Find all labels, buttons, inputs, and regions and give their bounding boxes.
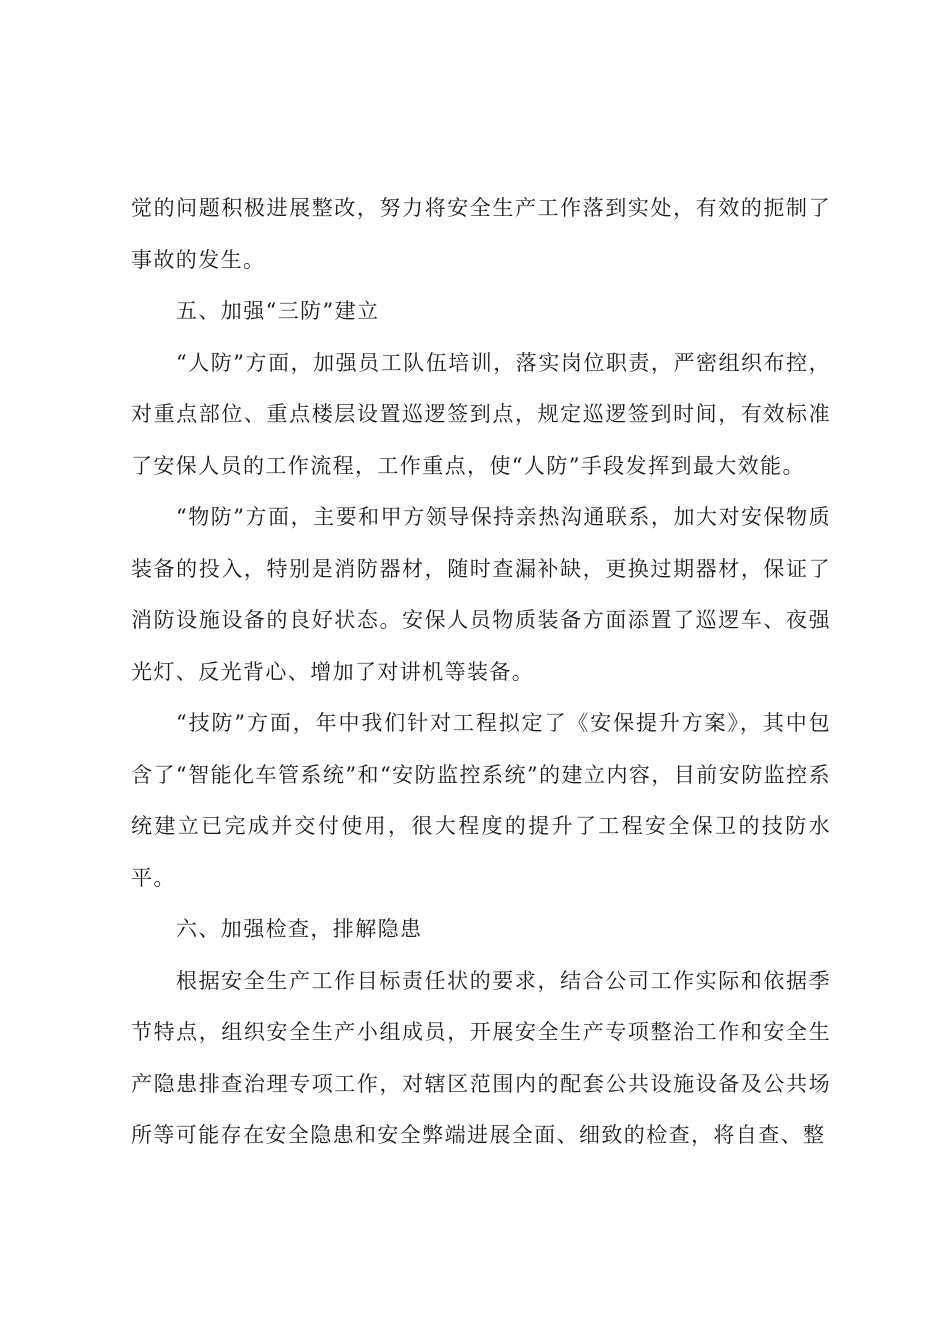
paragraph-personnel-defense: “人防”方面，加强员工队伍培训，落实岗位职责，严密组织布控，对重点部位、重点楼层设置巡逻签到点，规定巡逻签到时间，有效标准了安保人员的工作流程，工作重点，使“人防”手段发挥到最大效能。: [131, 350, 831, 478]
paragraph-technical-defense: “技防”方面，年中我们针对工程拟定了《安保提升方案》，其中包含了“智能化车管系统”和“安防监控系统”的建立内容，目前安防监控系统建立已完成并交付使用，很大程度的提升了工程安全保卫的技防水平。: [131, 711, 831, 890]
paragraph-physical-defense: “物防”方面，主要和甲方领导保持亲热沟通联系，加大对安保物质装备的投入，特别是消防器材，随时查漏补缺，更换过期器材，保证了消防设施设备的良好状态。安保人员物质装备方面添置了巡逻车、夜强光灯、反光背心、增加了对讲机等装备。: [131, 505, 831, 684]
document-body: [131, 183, 831, 1162]
section-heading-five: 五、加强“三防”建立: [176, 299, 380, 323]
paragraph-continuation: 觉的问题积极进展整改，努力将安全生产工作落到实处，有效的扼制了事故的发生。: [131, 196, 831, 272]
section-heading-six: 六、加强检查，排解隐患: [176, 917, 423, 941]
paragraph-inspection: 根据安全生产工作目标责任状的要求，结合公司工作实际和依据季节特点，组织安全生产小组成员，开展安全生产专项整治工作和安全生产隐患排查治理专项工作，对辖区范围内的配套公共设施设备及公共场所等可能存在安全隐患和安全弊端进展全面、细致的检查，将自查、整: [131, 968, 831, 1147]
